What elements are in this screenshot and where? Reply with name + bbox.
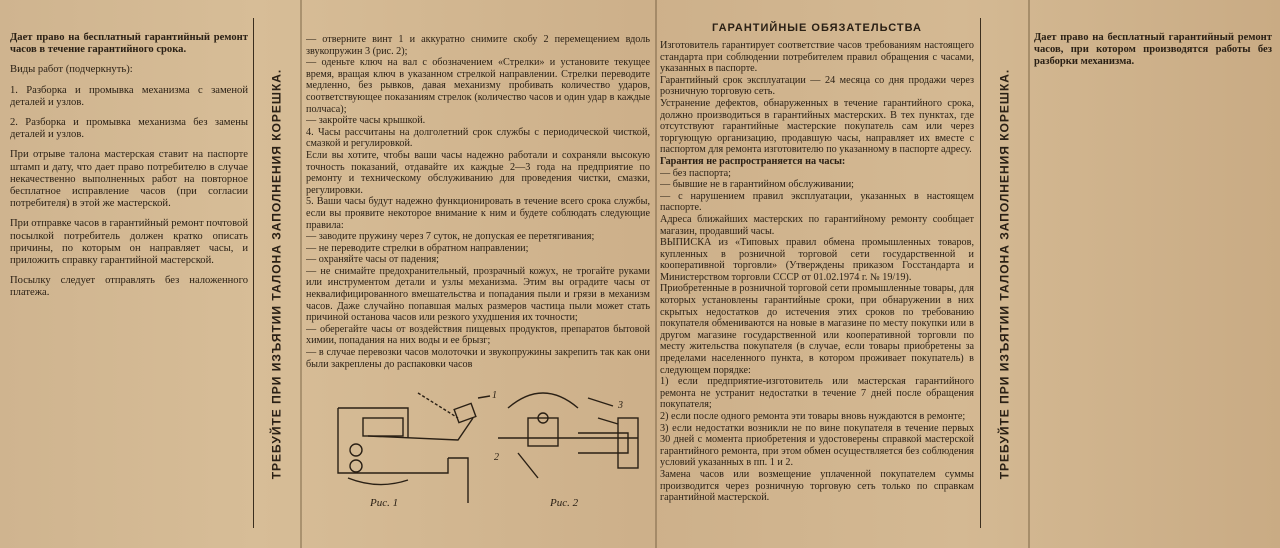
warranty-line: — с нарушением правил эксплуатации, указанных в настоящем паспорте. <box>660 190 974 214</box>
work-type-1: 1. Разборка и промывка механизма с заменой деталей и узлов. <box>10 84 248 108</box>
warranty-line: Устранение дефектов, обнаруженных в течение гарантийного срока, должно производиться в гарантийных мастерских. В тех пунктах, где отсутствуют гарантийные мастерские покупатель сам или через торгующую организацию, продавшую часы, направляет их вместе с паспортом для ремонта изготовителю по указанному в паспорте адресу. <box>660 97 974 156</box>
fold-crease <box>1028 0 1030 548</box>
coupon-no-disassembly-text: Дает право на бесплатный гарантийный ремонт часов, при котором производятся работы без разборки механизма. <box>1034 32 1272 68</box>
warranty-line: Приобретенные в розничной торговой сети промышленные товары, для которых установлены гарантийные сроки, при обнаружении в них скрытых недостатков до истечения этих сроков по требованию покупателя обмениваются на новые в магазине по месту покупки или в другом магазине государственной или кооперативной торговли по месту жительства покупателя (в случае, если товары приобретены за пределами населенного пункта, в котором проживает покупатель) в следующем порядке: <box>660 283 974 376</box>
warranty-line: 3) если недостатки возникли не по вине покупателя в течение первых 30 дней с момента приобретения и удостоверены справкой мастерской гарантийного ремонта, при этом обмен осуществляется без соблюдения условий указанных в пп. 1 и 2. <box>660 422 974 469</box>
figure-callout-2: 2 <box>494 452 499 463</box>
instruction-line: 4. Часы рассчитаны на долголетний срок службы с периодической чисткой, смазкой и регулировкой. <box>306 126 650 150</box>
figure-callout-3: 3 <box>618 400 623 411</box>
warranty-line: Гарантийный срок эксплуатации — 24 месяца со дня продажи через розничную торговую сеть. <box>660 74 974 98</box>
coupon-right-panel <box>1034 32 1272 548</box>
instruction-line: — отверните винт 1 и аккуратно снимите скобу 2 перемещением вдоль звукопружин 3 (рис. 2); <box>306 34 650 57</box>
warranty-line: — без паспорта; <box>660 167 731 179</box>
instruction-line: — в случае перевозки часов молоточки и звукопружины закрепить так как они были закреплены до распаковки часов <box>306 347 650 370</box>
work-types-heading: Виды работ (подчеркнуть): <box>10 64 133 76</box>
instruction-line: — оденьте ключ на вал с обозначением «Стрелки» и установите текущее время, вращая ключ в указанном стрелкой направлении. Стрелки переводите медленно, без рывков, давая механизму пробивать количество ударов, соответствующее показаниям стрелок (количество часов и один удар в каждые полчаса); <box>306 57 650 115</box>
figure-2-label: Рис. 2 <box>550 497 579 509</box>
figure-1-drawing <box>338 393 490 503</box>
fold-crease <box>300 0 302 548</box>
warranty-line: ВЫПИСКА из «Типовых правил обмена промышленных товаров, купленных в розничной торговой сети государственной и кооперативной торговли» (Утверждены приказом Госстандарта и Министерством торговли СССР от 01.02.1974 г. № 19/19). <box>660 237 974 283</box>
instruction-line: Если вы хотите, чтобы ваши часы надежно работали и сохраняли высокую точность показаний, отдавайте их каждые 2—3 года на предприятие по ремонту и техническому обслуживанию для проведения чистки, смазки, регулировки. <box>306 149 650 196</box>
warranty-title: ГАРАНТИЙНЫЕ ОБЯЗАТЕЛЬСТВА <box>712 22 922 34</box>
coupon-right-text: Дает право на бесплатный гарантийный ремонт часов в течение гарантийного срока. <box>10 32 248 56</box>
warranty-line: 1) если предприятие-изготовитель или мастерская гарантийного ремонта не устранит недостатки в течение 7 дней после обращения покупателя; <box>660 376 974 411</box>
instruction-line: — охраняйте часы от падения; <box>306 254 440 266</box>
instruction-line: 5. Ваши часы будут надежно функционировать в течение всего срока службы, если вы проявите некоторое внимание к ним и будете соблюдать следующие правила: <box>306 196 650 231</box>
warranty-line: Замена часов или возмещение уплаченной покупателем суммы производится через розничную торговую сеть только по справкам гарантийной мастерской. <box>660 468 974 504</box>
figure-1-label: Рис. 1 <box>370 497 399 509</box>
figure-2-drawing <box>498 393 638 478</box>
mechanism-figures <box>318 378 656 528</box>
warranty-line: 2) если после одного ремонта эти товары вновь нуждаются в ремонте; <box>660 411 966 422</box>
stamp-note: При отрыве талона мастерская ставит на паспорте штамп и дату, что дает право потребителю в случае некачественно выполненных работ на повторное бесплатное исправление часов (при согласии потребителя) в этой же мастерской. <box>10 149 248 210</box>
parcel-note: Посылку следует отправлять без наложенного платежа. <box>10 275 248 299</box>
instruction-line: — закройте часы крышкой. <box>306 115 426 127</box>
instruction-line: — не переводите стрелки в обратном направлении; <box>306 242 529 254</box>
instruction-line: — оберегайте часы от воздействия пищевых продуктов, препаратов бытовой химии, попадания на них воды и ее брызг; <box>306 323 650 347</box>
figure-callout-1: 1 <box>492 390 497 401</box>
warranty-line: Изготовитель гарантирует соответствие часов требованиям настоящего стандарта при соблюдении потребителем правил обращения с часами, указанных в паспорте. <box>660 40 974 75</box>
divider-line <box>980 18 981 528</box>
instruction-line: — не снимайте предохранительный, прозрачный кожух, не трогайте руками или инструментом детали и узлы механизма. Этим вы оградите часы от неквалифицированного вмешательства и попадания пыли и грязи в механизм часов. Даже случайно попавшая малых размеров частица пыли может стать причиной останова часов или резкого ухудшения их точности; <box>306 265 650 324</box>
warranty-line: Адреса ближайших мастерских по гарантийному ремонту сообщает магазин, продавший часы. <box>660 213 974 237</box>
divider-line <box>253 18 254 528</box>
postal-note: При отправке часов в гарантийный ремонт почтовой посылкой потребитель должен кратко описать причины, по которым он направляет часы, и приложить справку гарантийной мастерской. <box>10 218 248 267</box>
warranty-panel <box>660 20 974 548</box>
vertical-notice-right: ТРЕБУЙТЕ ПРИ ИЗЪЯТИИ ТАЛОНА ЗАПОЛНЕНИЯ КОРЕШКА. <box>997 68 1011 480</box>
instruction-line: — заводите пружину через 7 суток, не допуская ее перетягивания; <box>306 231 595 243</box>
vertical-notice-left: ТРЕБУЙТЕ ПРИ ИЗЪЯТИИ ТАЛОНА ЗАПОЛНЕНИЯ КОРЕШКА. <box>269 68 283 480</box>
warranty-line: — бывшие не в гарантийном обслуживании; <box>660 179 854 191</box>
instructions-panel <box>306 34 650 378</box>
warranty-line: Гарантия не распространяется на часы: <box>660 155 846 167</box>
coupon-left-panel <box>10 32 248 548</box>
work-type-2: 2. Разборка и промывка механизма без замены деталей и узлов. <box>10 117 248 141</box>
